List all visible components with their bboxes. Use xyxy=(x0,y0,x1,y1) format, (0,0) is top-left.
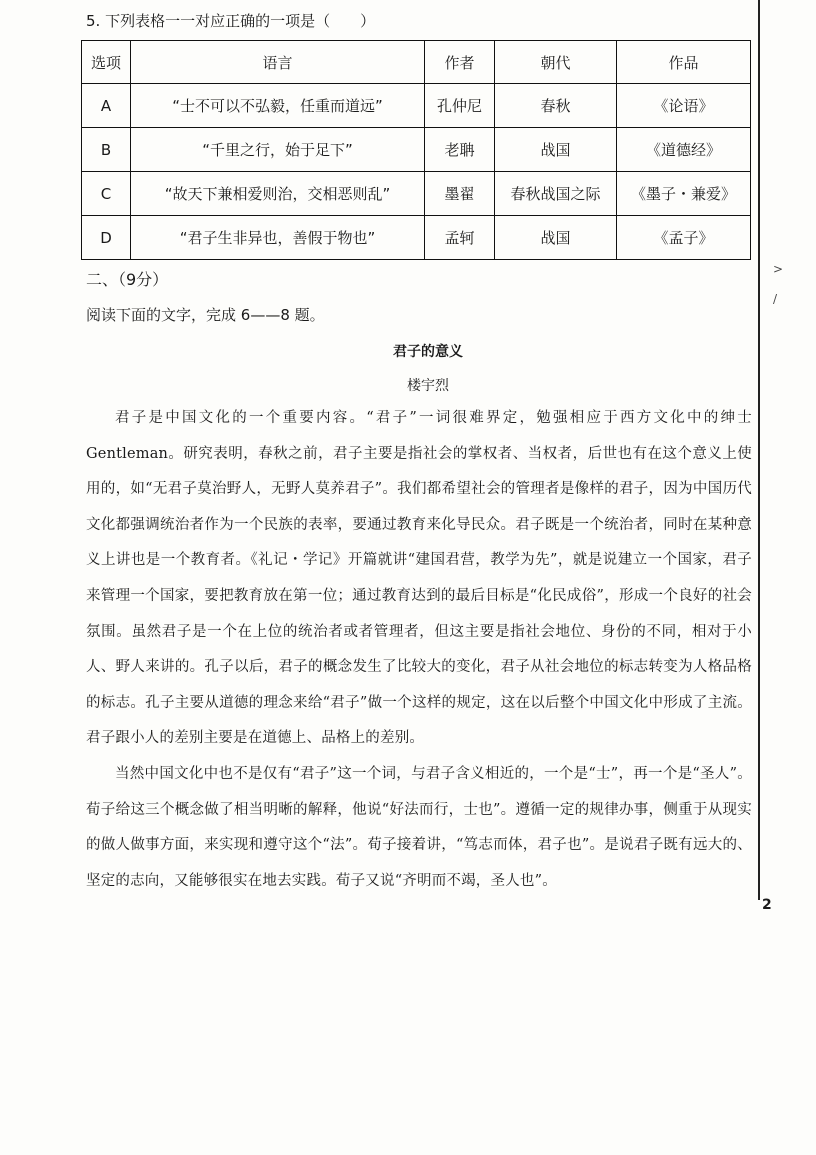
margin-mark: / xyxy=(773,292,778,306)
header-work: 作品 xyxy=(617,41,751,84)
cell-dynasty: 春秋 xyxy=(495,84,617,128)
margin-mark: > xyxy=(773,262,784,276)
cell-author: 孟轲 xyxy=(425,216,495,260)
table-header-row xyxy=(82,41,751,84)
cell-work: 《论语》 xyxy=(617,84,751,128)
article-paragraph: 当然中国文化中也不是仅有“君子”这一个词，与君子含义相近的，一个是“士”，再一个是“圣人”。荀子给这三个概念做了相当明晰的解释，他说“好法而行，士也”。遵循一定的规律办事，侧重于从现实的做人做事方面，来实现和遵守这个“法”。荀子接着讲，“笃志而体，君子也”。是说君子既有远大的、坚定的志向，又能够很实在地去实践。荀子又说“齐明而不竭，圣人也”。 xyxy=(86,765,752,889)
cell-work: 《墨子・兼爱》 xyxy=(617,172,751,216)
cell-dynasty: 战国 xyxy=(495,128,617,172)
header-dynasty: 朝代 xyxy=(495,41,617,84)
cell-dynasty: 战国 xyxy=(495,216,617,260)
table-row xyxy=(82,172,751,216)
margin-line xyxy=(758,0,760,900)
reading-instruction: 阅读下面的文字，完成 6——8 题。 xyxy=(86,306,325,324)
cell-author: 老聃 xyxy=(425,128,495,172)
cell-dynasty: 春秋战国之际 xyxy=(495,172,617,216)
cell-author: 孔仲尼 xyxy=(425,84,495,128)
cell-option: A xyxy=(82,84,131,128)
cell-author: 墨翟 xyxy=(425,172,495,216)
header-option: 选项 xyxy=(82,41,131,84)
article-author: 楼宇烈 xyxy=(407,378,449,394)
cell-option: D xyxy=(82,216,131,260)
table-row xyxy=(82,128,751,172)
article-paragraph: 君子是中国文化的一个重要内容。“君子”一词很难界定，勉强相应于西方文化中的绅士Gentleman。研究表明，春秋之前，君子主要是指社会的掌权者、当权者，后世也有在这个意义上使用的，如“无君子莫治野人，无野人莫养君子”。我们都希望社会的管理者是像样的君子，因为中国历代文化都强调统治者作为一个民族的表率，要通过教育来化导民众。君子既是一个统治者，同时在某种意义上讲也是一个教育者。《礼记・学记》开篇就讲“建国君营，教学为先”，就是说建立一个国家，君子来管理一个国家，要把教育放在第一位；通过教育达到的最后目标是“化民成俗”，形成一个良好的社会氛围。虽然君子是一个在上位的统治者或者管理者，但这主要是指社会地位、身份的不同，相对于小人、野人来讲的。孔子以后，君子的概念发生了比较大的变化，君子从社会地位的标志转变为人格品格的标志。孔子主要从道德的理念来给“君子”做一个这样的规定，这在以后整个中国文化中形成了主流。君子跟小人的差别主要是在道德上、品格上的差别。 xyxy=(86,410,752,747)
cell-option: C xyxy=(82,172,131,216)
table-row xyxy=(82,216,751,260)
article-title: 君子的意义 xyxy=(393,344,463,360)
table-row xyxy=(82,84,751,128)
cell-option: B xyxy=(82,128,131,172)
cell-quote: “千里之行，始于足下” xyxy=(131,128,425,172)
question-title: 5. 下列表格一一对应正确的一项是（ ） xyxy=(86,12,376,30)
page-number: 2 xyxy=(762,897,772,913)
cell-work: 《孟子》 xyxy=(617,216,751,260)
cell-quote: “故天下兼相爱则治，交相恶则乱” xyxy=(131,172,425,216)
cell-work: 《道德经》 xyxy=(617,128,751,172)
options-table xyxy=(81,40,751,260)
cell-quote: “君子生非异也，善假于物也” xyxy=(131,216,425,260)
article-body xyxy=(86,401,752,899)
cell-quote: “士不可以不弘毅，任重而道远” xyxy=(131,84,425,128)
header-quote: 语言 xyxy=(131,41,425,84)
header-author: 作者 xyxy=(425,41,495,84)
section-heading: 二、（9分） xyxy=(86,270,169,289)
